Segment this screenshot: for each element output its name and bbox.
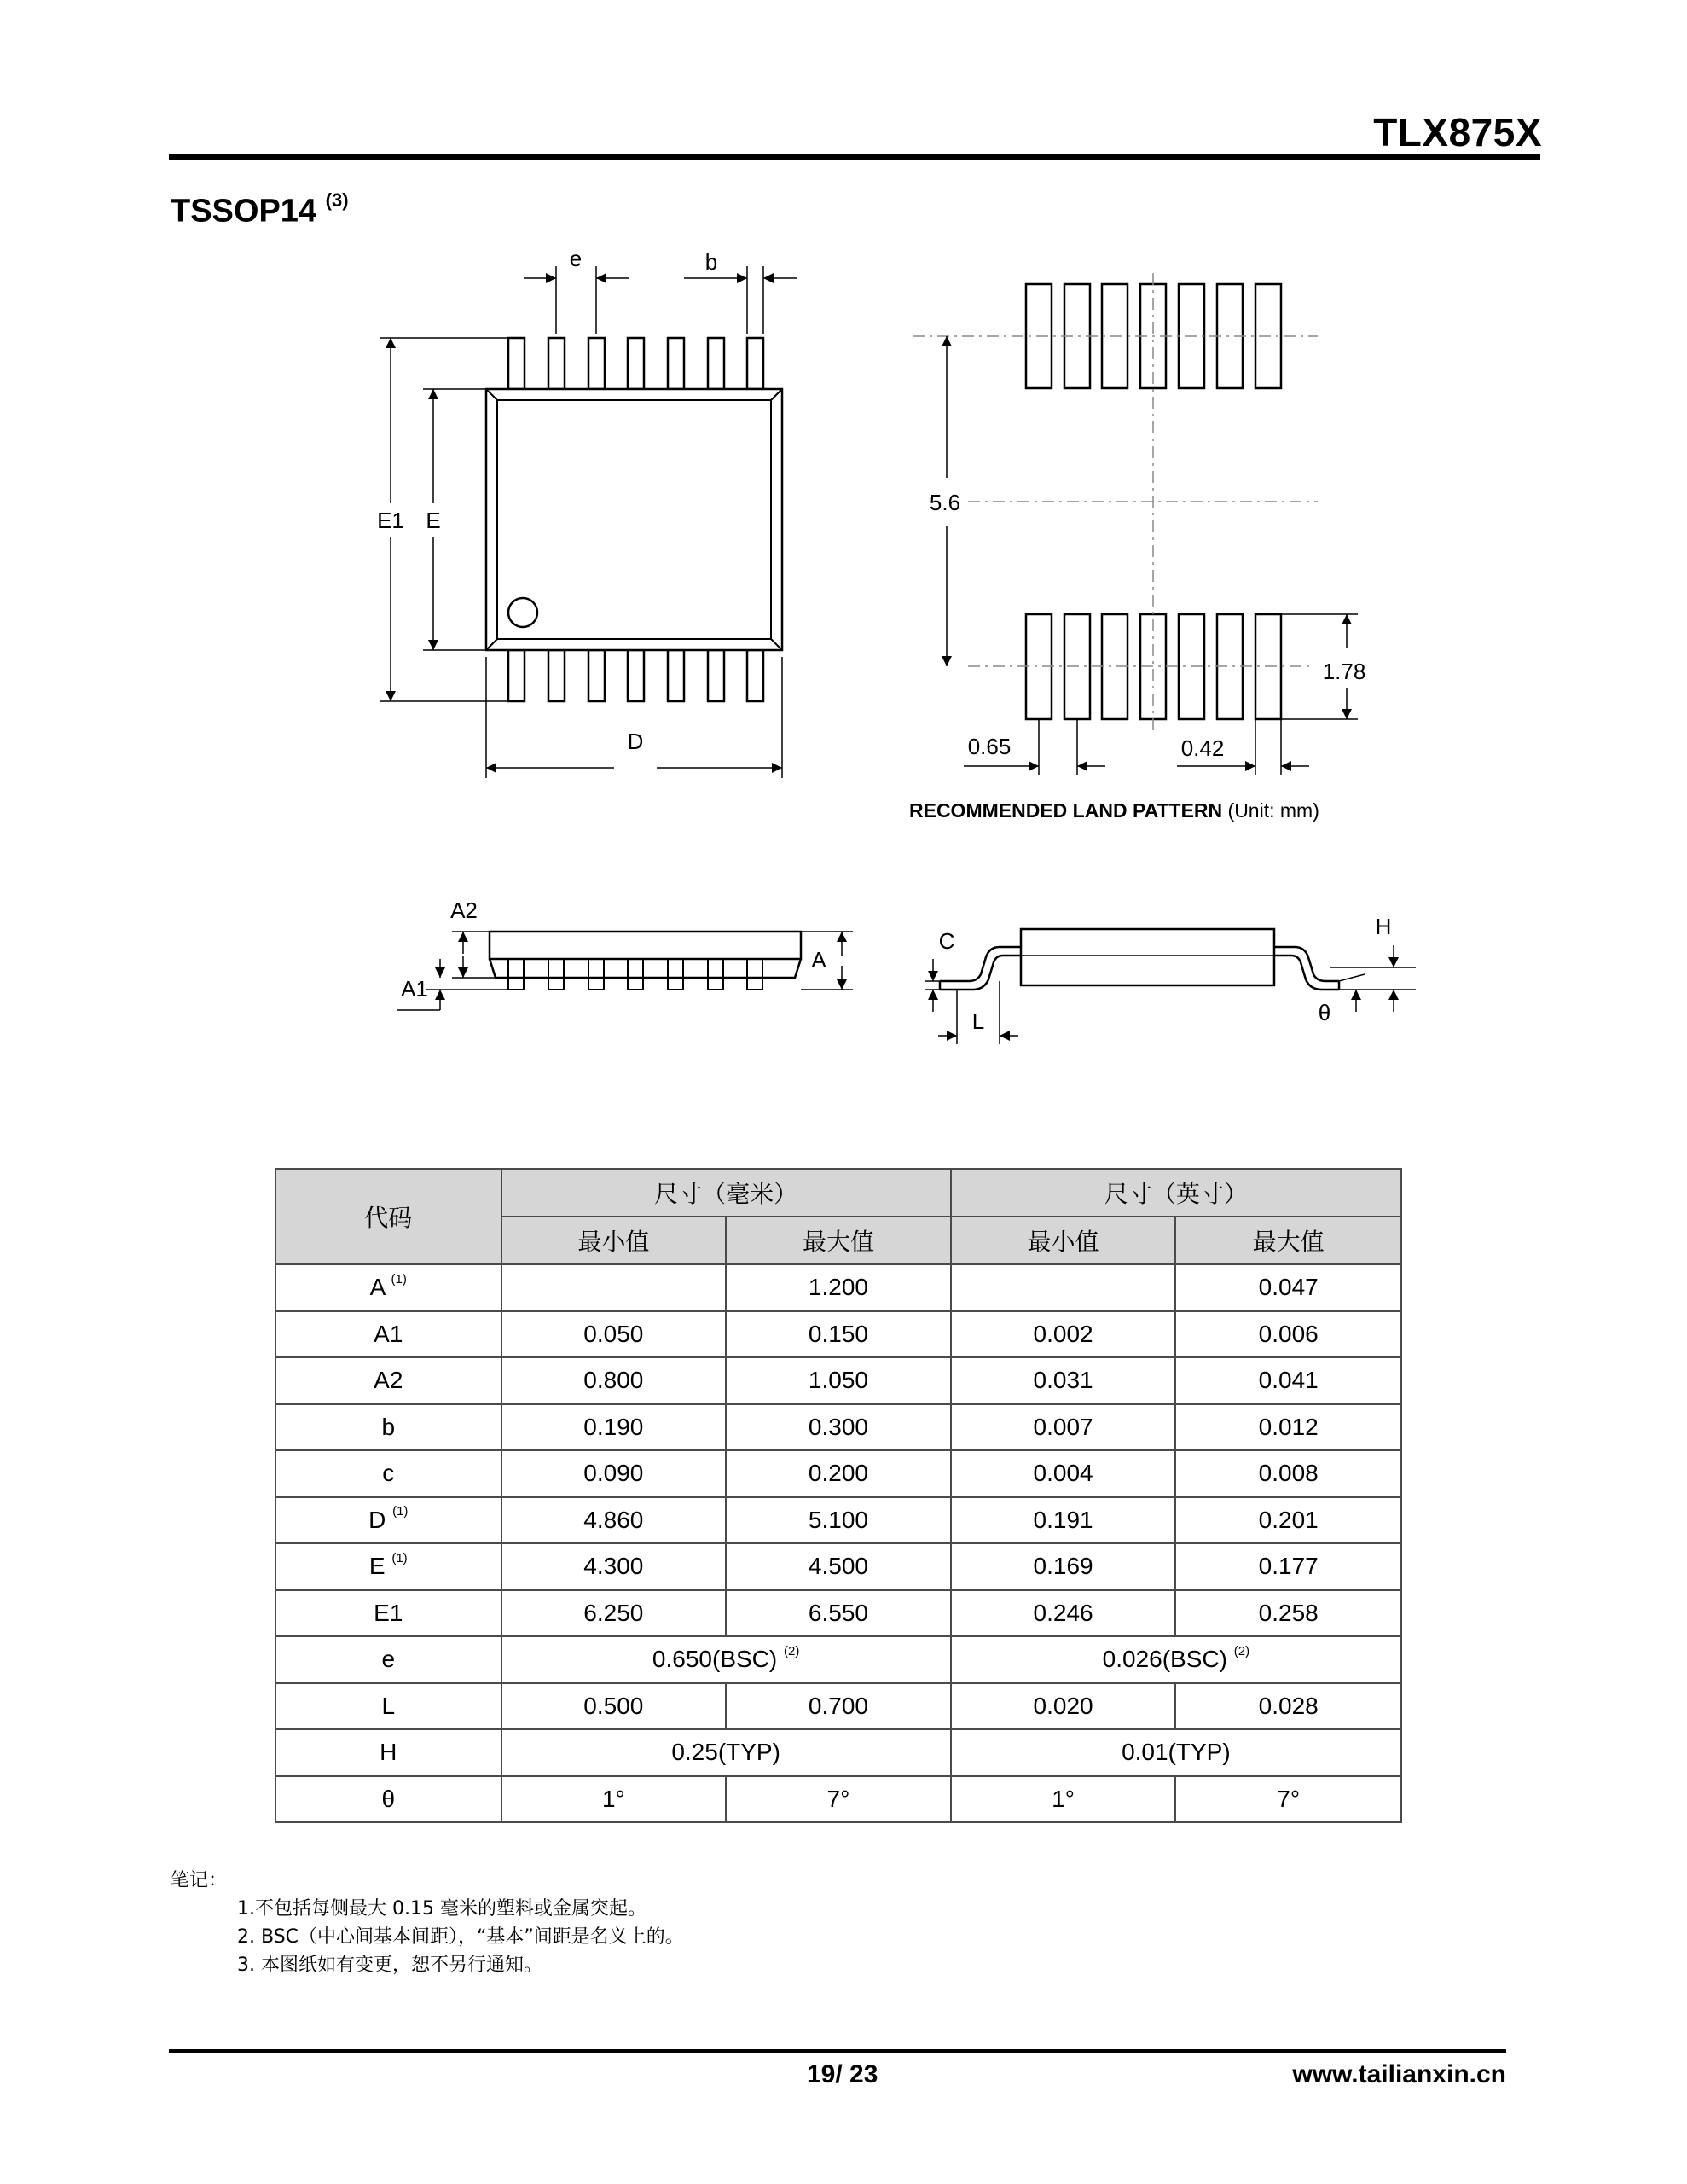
dim-label-theta: θ (1318, 1000, 1331, 1025)
table-row (275, 1543, 1401, 1590)
section-title-note-ref: (3) (325, 189, 349, 211)
land-pattern-caption (909, 799, 1319, 822)
cell-in-max: 0.201 (1175, 1497, 1401, 1544)
cell-in-min: 0.031 (951, 1357, 1176, 1404)
cell-mm-max: 0.200 (726, 1450, 951, 1497)
side-view-leads (508, 959, 762, 990)
land-dim-pad-width: 0.42 (1180, 735, 1225, 761)
cell-mm-merged: 0.650(BSC) $^{(2)}$ (501, 1636, 951, 1683)
cell-mm-max: 7° (726, 1776, 951, 1823)
dimension-table (275, 1168, 1402, 1823)
footer-website: www.tailianxin.cn (1292, 2060, 1506, 2088)
cell-in-min: 0.191 (951, 1497, 1176, 1544)
cell-in-max: 7° (1175, 1776, 1401, 1823)
cell-mm-min: 4.300 (501, 1543, 727, 1590)
land-pattern (913, 273, 1358, 775)
cell-mm-min (501, 1264, 727, 1311)
cell-in-max: 0.041 (1175, 1357, 1401, 1404)
cell-code: b (275, 1404, 501, 1451)
footer-divider (169, 2049, 1506, 2053)
header-code: 代码 (275, 1169, 501, 1264)
cell-code: E $^{(1)}$ (275, 1543, 501, 1590)
header-mm-min: 最小值 (501, 1217, 727, 1264)
note-item: 2. BSC（中心间基本间距），“基本”间距是名义上的。 (237, 1926, 684, 1948)
cell-mm-max: 5.100 (726, 1497, 951, 1544)
cell-code: A $^{(1)}$ (275, 1264, 501, 1311)
cell-mm-min: 0.800 (501, 1357, 727, 1404)
header-in-min: 最小值 (951, 1217, 1176, 1264)
dim-label-C: C (938, 928, 955, 954)
top-view (380, 266, 797, 778)
dim-label-A1: A1 (401, 976, 428, 1002)
note-item: 1.不包括每侧最大 0.15 毫米的塑料或金属突起。 (237, 1898, 646, 1920)
cell-in-max: 0.028 (1175, 1683, 1401, 1730)
cell-mm-min: 1° (501, 1776, 727, 1823)
cell-code: θ (275, 1776, 501, 1823)
cell-mm-max: 0.300 (726, 1404, 951, 1451)
cell-in-min: 0.246 (951, 1590, 1176, 1637)
cell-in-min (951, 1264, 1176, 1311)
cell-code: A2 (275, 1357, 501, 1404)
table-row (275, 1497, 1401, 1544)
cell-in-merged: 0.01(TYP) (951, 1729, 1401, 1776)
table-row (275, 1357, 1401, 1404)
dim-label-E: E (426, 507, 441, 533)
land-dim-pitch: 0.65 (967, 734, 1012, 759)
land-pattern-caption-title: RECOMMENDED LAND PATTERN (909, 799, 1223, 822)
table-header-row (275, 1169, 1401, 1217)
table-row (275, 1636, 1401, 1683)
top-view-lower-pins (508, 650, 763, 701)
dim-label-A2: A2 (450, 897, 478, 923)
notes-title: 笔记： (171, 1870, 228, 1891)
land-dim-height: 5.6 (929, 490, 961, 515)
land-dim-pad-length: 1.78 (1322, 659, 1366, 684)
cell-code: e (275, 1636, 501, 1683)
dim-label-A: A (811, 947, 826, 973)
cell-in-min: 1° (951, 1776, 1176, 1823)
table-row (275, 1729, 1401, 1776)
cell-in-max: 0.012 (1175, 1404, 1401, 1451)
document-title: TLX875X (1373, 110, 1542, 154)
top-view-upper-pins (508, 338, 763, 389)
cell-mm-min: 0.090 (501, 1450, 727, 1497)
cell-in-max: 0.047 (1175, 1264, 1401, 1311)
dim-label-H: H (1375, 914, 1392, 939)
cell-code: A1 (275, 1311, 501, 1358)
cell-mm-max: 0.150 (726, 1311, 951, 1358)
cell-mm-min: 0.500 (501, 1683, 727, 1730)
dim-label-L: L (971, 1008, 985, 1034)
table-row (275, 1264, 1401, 1311)
cell-in-min: 0.007 (951, 1404, 1176, 1451)
cell-mm-min: 0.050 (501, 1311, 727, 1358)
cell-mm-min: 4.860 (501, 1497, 727, 1544)
cell-in-max: 0.008 (1175, 1450, 1401, 1497)
side-view (397, 932, 853, 1010)
cell-in-min: 0.002 (951, 1311, 1176, 1358)
cell-mm-max: 6.550 (726, 1590, 951, 1637)
dim-label-e: e (569, 246, 583, 271)
cell-in-min: 0.020 (951, 1683, 1176, 1730)
package-body (486, 389, 782, 650)
note-item: 3. 本图纸如有变更，恕不另行通知。 (237, 1955, 542, 1976)
dim-label-E1: E1 (377, 507, 404, 533)
cell-mm-max: 0.700 (726, 1683, 951, 1730)
dim-label-b: b (704, 249, 718, 275)
lead-detail-view (925, 929, 1416, 1044)
notes (171, 1867, 684, 1979)
cell-in-min: 0.169 (951, 1543, 1176, 1590)
cell-mm-max: 1.200 (726, 1264, 951, 1311)
page-number: 19/ 23 (807, 2060, 878, 2088)
header-mm: 尺寸（毫米） (501, 1169, 951, 1217)
table-row (275, 1311, 1401, 1358)
cell-mm-min: 0.190 (501, 1404, 727, 1451)
table-row (275, 1683, 1401, 1730)
cell-code: c (275, 1450, 501, 1497)
cell-mm-min: 6.250 (501, 1590, 727, 1637)
cell-in-merged: 0.026(BSC) $^{(2)}$ (951, 1636, 1401, 1683)
land-pattern-caption-unit: (Unit: mm) (1227, 799, 1319, 822)
section-title-text: TSSOP14 (171, 193, 317, 229)
table-row (275, 1776, 1401, 1823)
cell-code: L (275, 1683, 501, 1730)
header-inch: 尺寸（英寸） (951, 1169, 1401, 1217)
cell-in-max: 0.006 (1175, 1311, 1401, 1358)
header-in-max: 最大值 (1175, 1217, 1401, 1264)
cell-mm-merged: 0.25(TYP) (501, 1729, 951, 1776)
cell-code: H (275, 1729, 501, 1776)
table-row (275, 1590, 1401, 1637)
cell-code: E1 (275, 1590, 501, 1637)
cell-in-min: 0.004 (951, 1450, 1176, 1497)
table-row (275, 1450, 1401, 1497)
cell-in-max: 0.177 (1175, 1543, 1401, 1590)
cell-mm-max: 1.050 (726, 1357, 951, 1404)
cell-code: D $^{(1)}$ (275, 1497, 501, 1544)
cell-in-max: 0.258 (1175, 1590, 1401, 1637)
table-row (275, 1404, 1401, 1451)
header-mm-max: 最大值 (726, 1217, 951, 1264)
dim-label-D: D (627, 729, 644, 754)
cell-mm-max: 4.500 (726, 1543, 951, 1590)
